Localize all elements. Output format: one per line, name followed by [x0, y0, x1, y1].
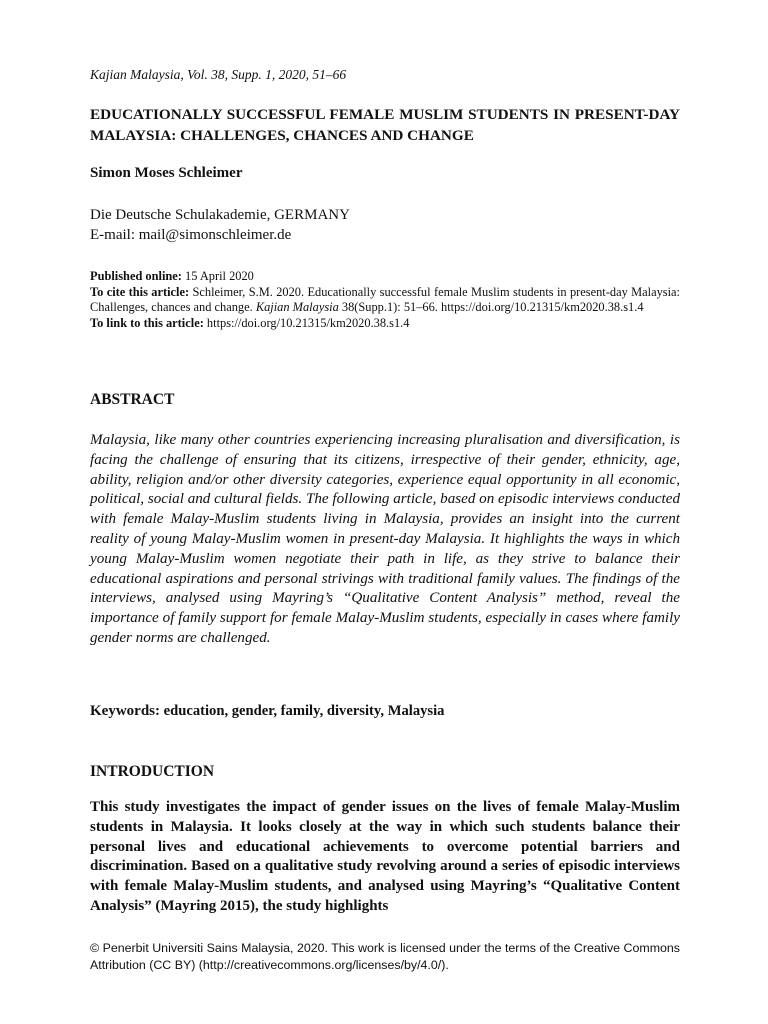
- article-meta: [90, 269, 680, 331]
- journal-citation: Kajian Malaysia, Vol. 38, Supp. 1, 2020, 51–66: [90, 67, 347, 82]
- keywords: [90, 703, 444, 720]
- cite-journal: Kajian Malaysia: [255, 300, 339, 314]
- cite-line: [90, 285, 680, 316]
- introduction-heading: INTRODUCTION: [90, 763, 215, 780]
- published-date: 15 April 2020: [181, 269, 254, 283]
- published-label: Published online:: [90, 269, 182, 283]
- keywords-value: education, gender, family, diversity, Malaysia: [160, 703, 445, 719]
- abstract-heading: ABSTRACT: [90, 391, 175, 408]
- cite-text: Schleimer, S.M. 2020. Educationally successful female Muslim students in present-day Malaysia: Challenges, chances and change.: [90, 284, 680, 314]
- institution: Die Deutsche Schulakademie, GERMANY: [90, 207, 350, 223]
- article-title: EDUCATIONALLY SUCCESSFUL FEMALE MUSLIM STUDENTS IN PRESENT-DAY MALAYSIA: CHALLENGES, CHANCES AND CHANGE: [90, 106, 680, 144]
- keywords-label: Keywords:: [90, 703, 160, 719]
- author-name: Simon Moses Schleimer: [90, 165, 243, 181]
- license-footer: © Penerbit Universiti Sains Malaysia, 2020. This work is licensed under the terms of the Creative Commons Attribution (CC BY) (http://creativecommons.org/licenses/by/4.0/).: [90, 941, 680, 972]
- introduction-text: This study investigates the impact of gender issues on the lives of female Malay-Muslim students in Malaysia. It looks closely at the way in which such students balance their personal lives and educational achievements to overcome potential barriers and discrimination. Based on a qualitative study revolving around a series of episodic interviews with female Malay-Muslim students, and analysed using Mayring’s “Qualitative Content Analysis” (Mayring 2015), the study highlights: [90, 799, 680, 914]
- cite-label: To cite this article:: [90, 284, 190, 299]
- link-label: To link to this article:: [90, 315, 204, 330]
- article-doi-link[interactable]: https://doi.org/10.21315/km2020.38.s1.4: [203, 315, 410, 330]
- abstract-text: Malaysia, like many other countries experiencing increasing pluralisation and diversification, is facing the challenge of ensuring that its citizens, irrespective of their gender, ethnicity, age, ability, religion and/or other diversity categories, experience equal opportunity in all economic, political, social and cultural fields. The following article, based on episodic interviews conducted with female Malay-Muslim students living in Malaysia, provides an insight into the current reality of young Malay-Muslim women in present-day Malaysia. It highlights the ways in which young Malay-Muslim women negotiate their path in life, as they strive to balance their educational aspirations and personal strivings with traditional family values. The findings of the interviews, analysed using Mayring’s “Qualitative Content Analysis” method, reveal the importance of family support for female Malay-Muslim students, especially in cases where family gender norms are challenged.: [90, 432, 680, 646]
- published-line: [90, 269, 680, 285]
- author-email[interactable]: E-mail: mail@simonschleimer.de: [90, 227, 292, 243]
- link-line: [90, 316, 680, 332]
- cite-doi[interactable]: 38(Supp.1): 51–66. https://doi.org/10.21315/km2020.38.s1.4: [338, 300, 644, 314]
- author-affiliation: [90, 205, 350, 245]
